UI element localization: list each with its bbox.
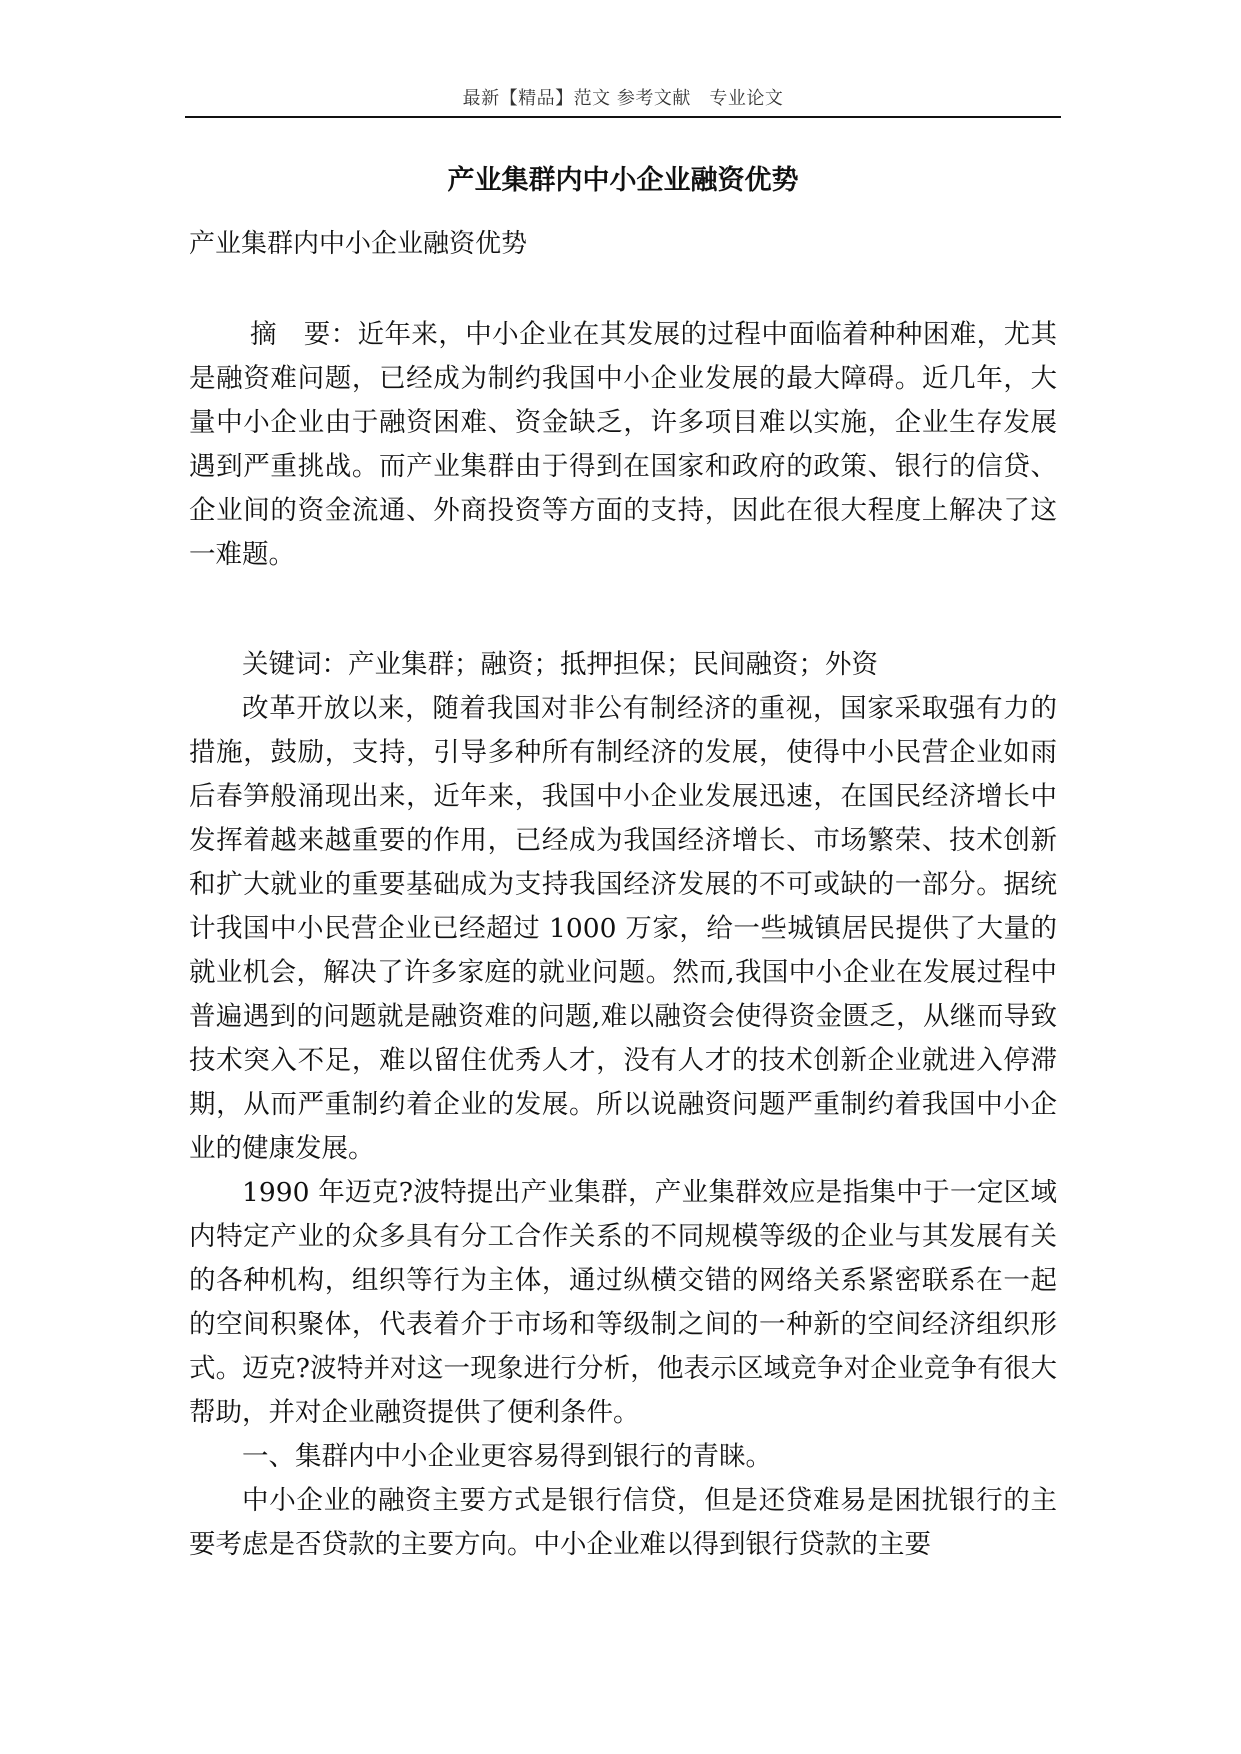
section-heading: 一、集群内中小企业更容易得到银行的青睐。 bbox=[242, 1441, 772, 1472]
paragraph-gap bbox=[189, 577, 1057, 643]
keywords-line: 关键词：产业集群；融资；抵押担保；民间融资；外资 bbox=[242, 649, 878, 680]
body-paragraph: 1990 年迈克?波特提出产业集群，产业集群效应是指集中于一定区域内特定产业的众多具有分工合作关系的不同规模等级的企业与其发展有关的各种机构，组织等行为主体，通过纵横交错的网络关系紧密联系在一起的空间积聚体，代表着介于市场和等级制之间的一种新的空间经济组织形式。迈克?波特并对这一现象进行分析，他表示区域竞争对企业竞争有很大帮助，并对企业融资提供了便利条件。 bbox=[189, 1177, 1057, 1428]
body-paragraph: 改革开放以来，随着我国对非公有制经济的重视，国家采取强有力的措施，鼓励，支持，引导多种所有制经济的发展，使得中小民营企业如雨后春笋般涌现出来，近年来，我国中小企业发展迅速，在国民经济增长中发挥着越来越重要的作用，已经成为我国经济增长、市场繁荣、技术创新和扩大就业的重要基础成为支持我国经济发展的不可或缺的一部分。据统计我国中小民营企业已经超过 1000 万家，给一些城镇居民提供了大量的就业机会，解决了许多家庭的就业问题。然而,我国中小企业在发展过程中普遍遇到的问题就是融资难的问题,难以融资会使得资金匮乏，从继而导致技术突入不足，难以留住优秀人才，没有人才的技术创新企业就进入停滞期，从而严重制约着企业的发展。所以说融资问题严重制约着我国中小企业的健康发展。 bbox=[189, 693, 1057, 1164]
abstract-paragraph: 摘 要：近年来，中小企业在其发展的过程中面临着种种困难，尤其是融资难问题，已经成为制约我国中小企业发展的最大障碍。近几年，大量中小企业由于融资困难、资金缺乏，许多项目难以实施，企业生存发展遇到严重挑战。而产业集群由于得到在国家和政府的政策、银行的信贷、企业间的资金流通、外商投资等方面的支持，因此在很大程度上解决了这一难题。 bbox=[189, 319, 1057, 570]
document-body bbox=[189, 313, 1057, 1567]
document-title: 产业集群内中小企业融资优势 bbox=[447, 165, 799, 196]
body-paragraph: 中小企业的融资主要方式是银行信贷，但是还贷难易是困扰银行的主要考虑是否贷款的主要方向。中小企业难以得到银行贷款的主要 bbox=[189, 1485, 1057, 1560]
page-header: 最新【精品】范文 参考文献 专业论文 bbox=[462, 88, 784, 109]
document-subtitle: 产业集群内中小企业融资优势 bbox=[189, 229, 528, 259]
header-divider bbox=[185, 116, 1061, 118]
